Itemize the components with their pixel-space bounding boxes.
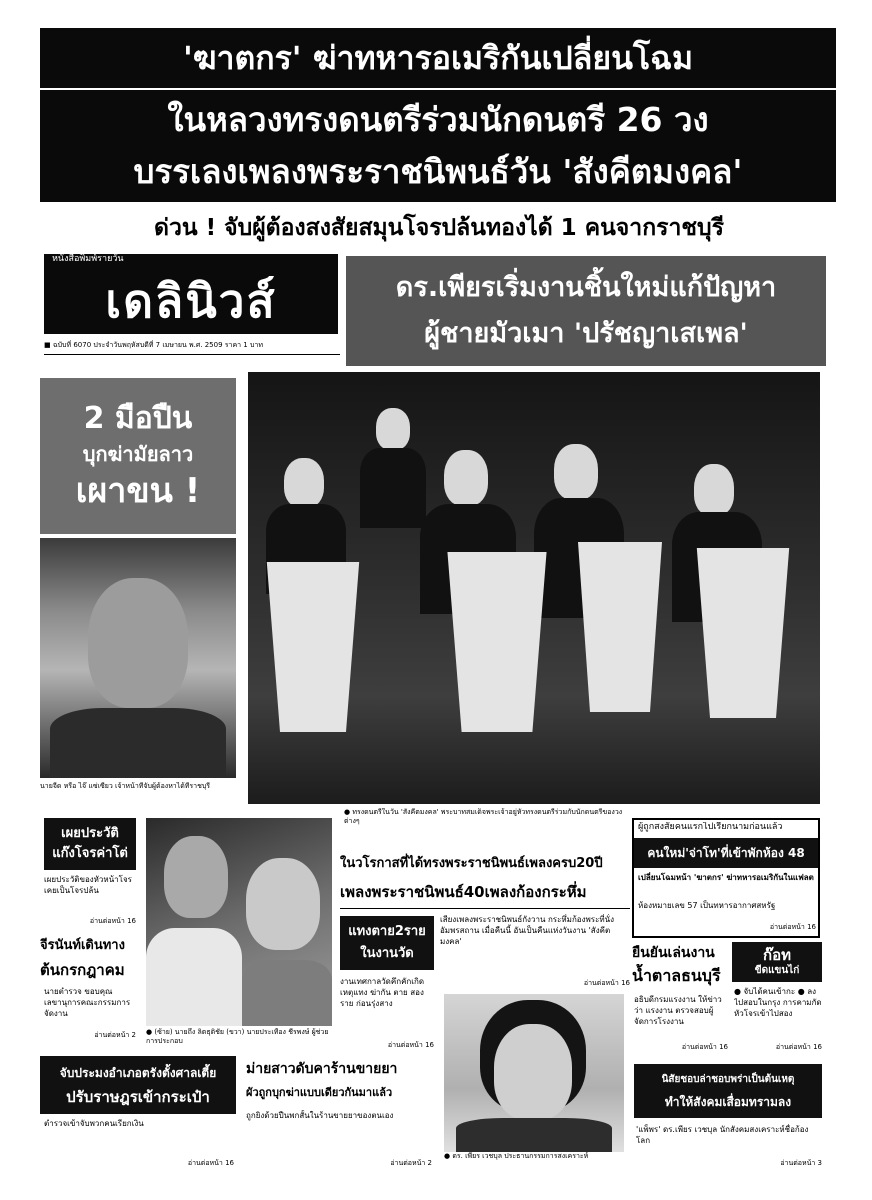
- dead-body: งานเทศกาลวัดคึกคักเกิดเหตุแทง ฆ่ากัน ตาย สอง ราย ก่อนรุ่งสาง: [340, 977, 425, 1008]
- left-story2-h1: จีรนันท์เดินทาง: [40, 938, 125, 953]
- right-b2: อธิบดีกรมแรงงาน ให้ข่าวว่า แรงงาน ตรวจสอบผู้จัดการโรงงาน: [634, 995, 722, 1026]
- center-h1: ในวโรกาสที่ได้ทรงพระราชนิพนธ์เพลงครบ20ปี: [340, 856, 603, 871]
- bottom-right-h1: นิสัยชอบล่าชอบพร่าเป็นต้นเหตุ: [661, 1074, 795, 1085]
- dead-cont: อ่านต่อหน้า 16: [387, 1041, 434, 1049]
- bottom-right-body: 'แพ็พร' ดร.เพียร เวชบุล นักสังคมสงเคราะห์ชื่อก้องโลก: [636, 1125, 809, 1145]
- left-story1-h2: แก๊งโจรค่าโต่: [52, 846, 128, 861]
- musician-3: [444, 450, 488, 506]
- music-stand-4: [688, 548, 798, 718]
- bottom-mid-h1: ม่ายสาวดับคาร้านขายยา: [246, 1061, 398, 1077]
- right-box: [632, 818, 820, 938]
- right-h3: น้ำตาลธนบุรี: [632, 966, 721, 985]
- headline-2-text: ในหลวงทรงดนตรีร่วมนักดนตรี 26 วง: [167, 100, 709, 139]
- musician-4: [554, 444, 598, 500]
- left-story1-head: [44, 818, 136, 870]
- bottom-left-body: ตำรวจเข้าจับพวกคนเรียกเงิน: [44, 1119, 144, 1128]
- left-story1-body: เผยประวัติของหัวหน้าโจร เคยเป็นโจรปล้น: [44, 875, 132, 895]
- bottom-mid-body: ถูกยิงด้วยปืนพกสั้นในร้านขายยาของตนเอง: [246, 1111, 394, 1120]
- masthead-rule: [44, 354, 340, 355]
- lead-right-headline: [346, 256, 826, 366]
- gunman-photo: [40, 538, 236, 778]
- headline-block-2: [40, 90, 836, 202]
- man-right-face: [246, 858, 320, 950]
- gossip-h2: ขีดแขนไก่: [754, 965, 800, 976]
- bottom-mid-cont: อ่านต่อหน้า 2: [390, 1159, 432, 1167]
- lead-right-line2: ผู้ชายมัวเมา 'ปรัชญาเสเพล': [424, 318, 748, 349]
- woman-caption: ● ดร. เพียร เวชบุล ประธานกรรมการสงเคราะห์: [444, 1152, 589, 1160]
- right-b1: ห้องหมายเลข 57 เป็นทหารอากาศสหรัฐ: [638, 901, 776, 910]
- gunman-line3: เผาขน !: [75, 471, 201, 511]
- right-h1: คนใหม่'จ่าโท'ที่เข้าพักห้อง 48: [634, 838, 818, 868]
- gossip-h1: ก๊อท: [763, 946, 791, 964]
- left-story2-body: นายตำรวจ ขอบคุณ เลขานุการคณะกรรมการจัดงาน: [44, 987, 131, 1018]
- bottom-left-cont: อ่านต่อหน้า 16: [187, 1159, 234, 1167]
- right-sub: เปลี่ยนโฉมหน้า 'ฆาตกร' ฆ่าทหารอเมริกันในแฟลต: [638, 873, 814, 882]
- gunman-shoulders: [50, 708, 226, 778]
- band-photo: [248, 372, 820, 804]
- right-intro: ผู้ถูกสงสัยคนแรกไปเรียกนามก่อนแล้ว: [638, 822, 783, 832]
- dead-h1: แทงตาย2ราย: [348, 924, 426, 939]
- band-caption: ● ทรงดนตรีในวัน 'สังคีตมงคล' พระบาทสมเด็จพระเจ้าอยู่หัวทรงดนตรีร่วมกับนักดนตรีของวงต่างๆ: [344, 808, 623, 825]
- music-stand-2: [438, 552, 556, 732]
- center-h2: เพลงพระราชนิพนธ์40เพลงก้องกระหึ่ม: [340, 883, 587, 901]
- gunman-headline-box: [40, 378, 236, 534]
- bottom-left-h2: ปรับราษฎรเข้ากระเป๋า: [66, 1088, 210, 1106]
- man-left-suit: [146, 928, 242, 1026]
- right-h2: ยืนยันเล่นงาน: [632, 945, 715, 961]
- gunman-caption: นายจีด หรือ ไจ๊ แซ่เซียว เจ้าหน้าที่จับผู้ต้องหาได้ที่ราชบุรี: [40, 782, 211, 790]
- bottom-left-h1: จับประมงอำเภอตรังตั้งศาลเตี้ย: [59, 1066, 217, 1080]
- headline-4: ด่วน ! จับผู้ต้องสงสัยสมุนโจรปล้นทองได้ 1 คนจากราชบุรี: [154, 215, 724, 241]
- right-cont1: อ่านต่อหน้า 16: [769, 923, 816, 931]
- musician-2: [376, 408, 410, 450]
- left-story2-h2: ต้นกรกฎาคม: [40, 961, 125, 979]
- musician-5: [694, 464, 734, 516]
- man-left-face: [164, 836, 228, 918]
- music-stand-3: [570, 542, 670, 712]
- musician-2-suit: [360, 448, 426, 528]
- bottom-right-h2: ทำให้สังคมเสื่อมทรามลง: [664, 1095, 792, 1109]
- headline-1: [40, 28, 836, 88]
- dead-h2: ในงานวัด: [360, 946, 414, 961]
- bottom-mid-h2: ผัวถูกบุกฆ่าแบบเดียวกันมาแล้ว: [246, 1086, 393, 1099]
- center-cont: อ่านต่อหน้า 16: [583, 979, 630, 987]
- woman-face: [494, 1024, 572, 1120]
- right-cont2: อ่านต่อหน้า 16: [681, 1043, 728, 1051]
- musician-1: [284, 458, 324, 508]
- left-story1-cont: อ่านต่อหน้า 16: [89, 917, 136, 925]
- man-right-suit: [242, 960, 332, 1026]
- gossip-body: ● จับได้คนเข้ากะ ● ลงไปสอบในกรุง การคามกัดหัวโจรเข้าไปสอง: [734, 987, 822, 1018]
- masthead-title: เดลินิวส์: [105, 273, 277, 328]
- masthead: [44, 254, 338, 364]
- portrait-photo: [146, 818, 332, 1026]
- music-stand-1: [258, 562, 368, 732]
- center-body: เสียงเพลงพระราชนิพนธ์กังวาน กระหึ่มก้องพระที่นั่งอัมพรสถาน เมื่อคืนนี้ อันเป็นคืนแห่งวันงาน 'สังคีตมงคล': [440, 915, 615, 946]
- issue-line: ■ ฉบับที่ 6070 ประจำวันพฤหัสบดีที่ 7 เมษายน พ.ศ. 2509 ราคา 1 บาท: [44, 341, 263, 349]
- gunman-face: [88, 578, 188, 708]
- masthead-kicker: หนังสือพิมพ์รายวัน: [52, 254, 124, 264]
- dead-head: [340, 916, 434, 970]
- bottom-right-cont: อ่านต่อหน้า 3: [780, 1159, 822, 1167]
- left-story1-h1: เผยประวัติ: [61, 826, 119, 841]
- gossip-cont: อ่านต่อหน้า 16: [775, 1043, 822, 1051]
- gossip-box: [732, 942, 822, 982]
- gunman-line2: บุกฆ่ามัยลาว: [82, 442, 194, 466]
- headline-3-text: บรรเลงเพลงพระราชนิพนธ์วัน 'สังคีตมงคล': [133, 152, 743, 191]
- bottom-right-head: [634, 1064, 822, 1118]
- portrait-caption: ● (ซ้าย) นายถึง ลิตธุติชัย (ขวา) นายประเทือง ชีรพงษ์ ผู้ช่วยการประกอบ: [146, 1028, 329, 1045]
- gunman-line1: 2 มือปืน: [83, 401, 193, 436]
- woman-shoulders: [456, 1118, 612, 1152]
- bottom-left-head: [40, 1056, 236, 1114]
- woman-photo: [444, 994, 624, 1152]
- headline-1-text: 'ฆาตกร' ฆ่าทหารอเมริกันเปลี่ยนโฉม: [182, 38, 694, 77]
- masthead-logo: [44, 254, 338, 334]
- left-story2-cont: อ่านต่อหน้า 2: [94, 1031, 136, 1039]
- center-rule: [340, 908, 630, 909]
- lead-right-line1: ดร.เพียรเริ่มงานชิ้นใหม่แก้ปัญหา: [395, 272, 777, 303]
